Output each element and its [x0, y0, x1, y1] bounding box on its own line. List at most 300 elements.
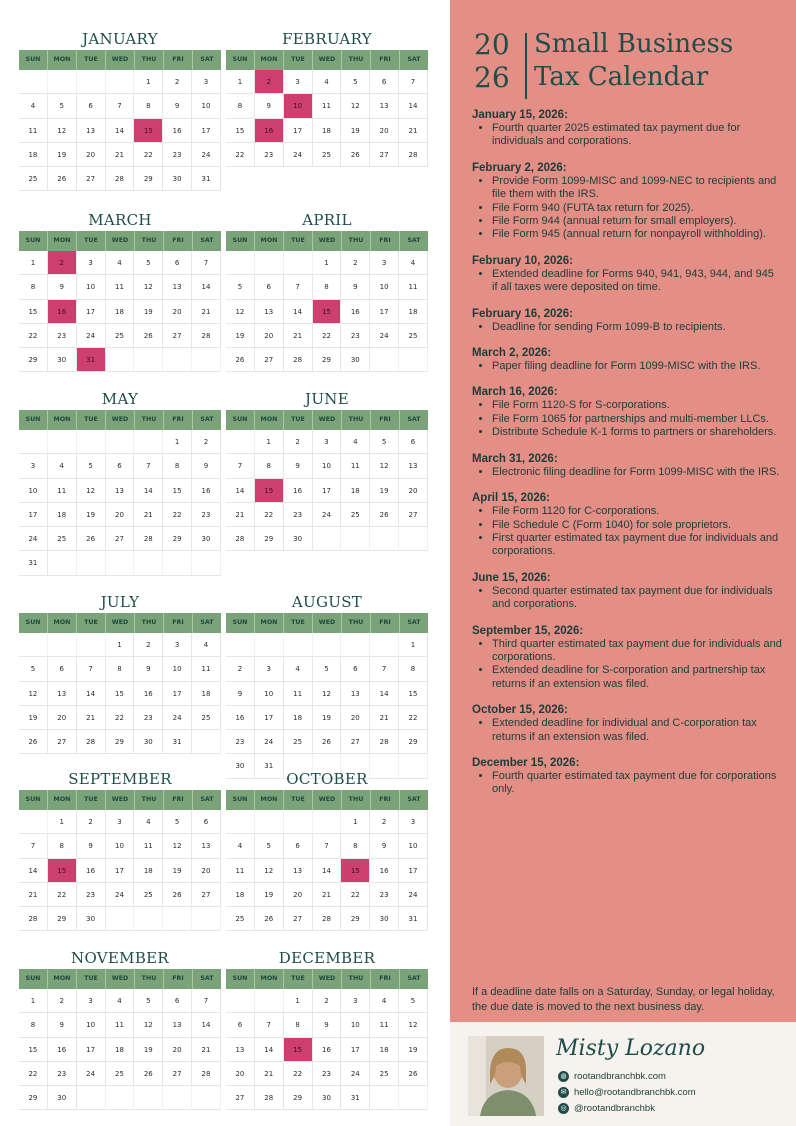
- day-cell: 8: [163, 454, 192, 478]
- weekday-label: TUE: [77, 790, 106, 810]
- weekday-label: SAT: [200, 56, 214, 63]
- day-cell: 19: [370, 479, 399, 503]
- day-cell: 9: [77, 834, 106, 858]
- day-cell-empty: [77, 430, 106, 454]
- day-cell-deadline: 16: [255, 119, 284, 143]
- weekday-label: TUE: [284, 969, 313, 989]
- day-cell: 8: [284, 1013, 313, 1037]
- weekday-header: [19, 231, 221, 251]
- deadline-items: [472, 717, 782, 744]
- weekday-label: TUE: [77, 613, 106, 633]
- day-cell: 18: [134, 859, 163, 883]
- day-cell-empty: [163, 551, 192, 575]
- month-august: [226, 591, 428, 779]
- day-cell: 19: [19, 706, 48, 730]
- weekday-label: MON: [255, 231, 284, 251]
- day-cell: 3: [77, 251, 106, 275]
- day-cell: 21: [192, 1038, 221, 1062]
- day-cell: 18: [106, 300, 135, 324]
- weekday-label: THU: [135, 969, 164, 989]
- day-cell: 1: [106, 633, 135, 657]
- day-cell: 17: [19, 503, 48, 527]
- day-cell: 23: [48, 1062, 77, 1086]
- day-cell: 11: [313, 94, 342, 118]
- instagram-link[interactable]: ◎ @rootandbranchbk: [558, 1103, 655, 1114]
- month-january: [19, 28, 221, 191]
- day-cell: 30: [313, 1086, 342, 1110]
- deadline-list: [472, 108, 782, 809]
- day-grid: [19, 251, 221, 372]
- weekday-label: THU: [135, 410, 164, 430]
- day-cell: 7: [106, 94, 135, 118]
- weekday-label: SAT: [200, 416, 214, 423]
- day-cell: 9: [255, 94, 284, 118]
- weekday-label: TUE: [284, 613, 313, 633]
- day-cell: 27: [192, 883, 221, 907]
- weekday-header: [226, 613, 428, 633]
- day-cell: 22: [163, 503, 192, 527]
- day-cell: 3: [399, 810, 428, 834]
- day-cell: 13: [106, 479, 135, 503]
- day-cell-empty: [313, 633, 342, 657]
- day-cell: 21: [255, 1062, 284, 1086]
- weekday-label: FRI: [371, 613, 400, 633]
- day-cell: 17: [192, 119, 221, 143]
- deadline-item: • File Form 944 (annual return for small employers).: [492, 215, 782, 228]
- day-cell: 13: [48, 682, 77, 706]
- day-cell: 11: [106, 275, 135, 299]
- day-cell: 17: [370, 300, 399, 324]
- day-cell: 4: [48, 454, 77, 478]
- month-june: [226, 388, 428, 551]
- day-cell: 9: [163, 94, 192, 118]
- day-grid: [226, 989, 428, 1110]
- day-cell: 27: [77, 167, 106, 191]
- day-cell: 9: [226, 682, 255, 706]
- day-cell: 10: [163, 657, 192, 681]
- weekday-label: WED: [313, 410, 342, 430]
- day-cell: 27: [284, 907, 313, 931]
- day-cell: 20: [255, 324, 284, 348]
- deadline-items: [472, 585, 782, 612]
- deadline-item: • Extended deadline for S-corporation and partnership tax returns if an extension was filed.: [492, 664, 782, 691]
- day-cell-deadline: 2: [48, 251, 77, 275]
- day-cell: 19: [77, 503, 106, 527]
- day-cell: 14: [226, 479, 255, 503]
- day-cell: 24: [19, 527, 48, 551]
- weekday-label: SAT: [407, 975, 421, 982]
- month-october: [226, 768, 428, 931]
- day-cell: 25: [226, 907, 255, 931]
- day-cell: 14: [106, 119, 135, 143]
- deadline-items: [472, 175, 782, 242]
- weekday-label: MON: [48, 410, 77, 430]
- day-cell: 24: [163, 706, 192, 730]
- title-line-1: Small Business: [534, 29, 734, 59]
- day-grid: [19, 810, 221, 931]
- weekday-label: THU: [342, 410, 371, 430]
- month-title: APRIL: [302, 211, 352, 229]
- day-cell: 25: [313, 143, 342, 167]
- day-cell-empty: [134, 907, 163, 931]
- day-cell: 27: [106, 527, 135, 551]
- day-cell: 20: [163, 300, 192, 324]
- weekday-label: FRI: [164, 790, 193, 810]
- day-cell: 3: [163, 633, 192, 657]
- day-cell: 12: [313, 682, 342, 706]
- day-cell: 4: [106, 989, 135, 1013]
- deadline-entry: [472, 307, 782, 334]
- day-cell: 30: [192, 527, 221, 551]
- deadline-items: [472, 466, 782, 479]
- weekday-label: SUN: [226, 50, 255, 70]
- day-cell-empty: [192, 348, 221, 372]
- day-cell: 21: [77, 706, 106, 730]
- day-cell: 28: [255, 1086, 284, 1110]
- day-cell: 2: [313, 989, 342, 1013]
- day-cell: 17: [255, 706, 284, 730]
- deadline-date: March 16, 2026:: [472, 386, 558, 399]
- day-cell-empty: [284, 251, 313, 275]
- deadline-items: [472, 268, 782, 295]
- day-cell: 11: [399, 275, 428, 299]
- day-cell: 22: [284, 1062, 313, 1086]
- day-cell: 18: [19, 143, 48, 167]
- weekday-label: TUE: [77, 969, 106, 989]
- deadline-date: October 15, 2026:: [472, 704, 568, 717]
- day-cell: 21: [134, 503, 163, 527]
- day-cell-empty: [226, 810, 255, 834]
- weekday-label: FRI: [164, 50, 193, 70]
- weekday-label: WED: [313, 790, 342, 810]
- day-cell: 9: [313, 1013, 342, 1037]
- day-cell: 9: [284, 454, 313, 478]
- day-cell: 21: [19, 883, 48, 907]
- weekday-header: [226, 790, 428, 810]
- day-cell: 25: [341, 503, 370, 527]
- day-cell: 31: [255, 754, 284, 778]
- day-cell-empty: [106, 1086, 135, 1110]
- day-cell: 12: [226, 300, 255, 324]
- day-cell-deadline: 2: [255, 70, 284, 94]
- day-cell: 2: [341, 251, 370, 275]
- day-cell: 1: [19, 251, 48, 275]
- day-cell: 5: [399, 989, 428, 1013]
- deadline-item: • File Form 940 (FUTA tax return for 2025).: [492, 202, 782, 215]
- day-cell-empty: [77, 633, 106, 657]
- day-cell: 22: [19, 1062, 48, 1086]
- header-divider: [525, 33, 527, 99]
- day-cell: 18: [48, 503, 77, 527]
- deadline-item: • Extended deadline for Forms 940, 941, 943, 944, and 945 if all taxes were deposited on time.: [492, 268, 782, 295]
- day-cell: 4: [106, 251, 135, 275]
- day-cell-empty: [370, 633, 399, 657]
- weekday-label: SAT: [200, 975, 214, 982]
- day-cell: 30: [370, 907, 399, 931]
- deadline-item: • File Form 1120-S for S-corporations.: [492, 399, 782, 412]
- weekday-label: FRI: [371, 410, 400, 430]
- weekday-label: SUN: [226, 790, 255, 810]
- day-cell: 10: [370, 275, 399, 299]
- day-cell: 6: [226, 1013, 255, 1037]
- day-cell: 25: [284, 730, 313, 754]
- day-cell: 2: [134, 633, 163, 657]
- day-cell: 26: [48, 167, 77, 191]
- day-cell: 17: [313, 479, 342, 503]
- deadline-item: • Deadline for sending Form 1099-B to recipients.: [492, 321, 782, 334]
- month-title: FEBRUARY: [282, 30, 372, 48]
- day-cell: 13: [163, 1013, 192, 1037]
- day-cell-empty: [163, 1086, 192, 1110]
- day-cell: 10: [106, 834, 135, 858]
- day-cell: 6: [48, 657, 77, 681]
- day-cell: 14: [399, 94, 428, 118]
- weekday-label: FRI: [164, 969, 193, 989]
- day-cell-empty: [134, 430, 163, 454]
- page-title: [534, 28, 784, 94]
- day-cell: 28: [284, 348, 313, 372]
- day-cell: 28: [77, 730, 106, 754]
- weekday-label: SUN: [226, 969, 255, 989]
- day-cell: 28: [134, 527, 163, 551]
- day-cell: 23: [77, 883, 106, 907]
- deadline-item: • First quarter estimated tax payment due for individuals and corporations.: [492, 532, 782, 559]
- day-cell: 19: [48, 143, 77, 167]
- day-cell: 24: [370, 324, 399, 348]
- day-cell: 13: [370, 94, 399, 118]
- deadline-entry: [472, 703, 782, 744]
- deadline-date: March 2, 2026:: [472, 347, 552, 360]
- day-cell: 23: [226, 730, 255, 754]
- weekday-label: SUN: [19, 790, 48, 810]
- day-cell: 28: [313, 907, 342, 931]
- day-cell: 1: [284, 989, 313, 1013]
- weekday-label: WED: [313, 231, 342, 251]
- deadline-entry: [472, 624, 782, 692]
- day-cell: 6: [370, 70, 399, 94]
- day-cell: 2: [370, 810, 399, 834]
- day-cell-empty: [226, 251, 255, 275]
- day-cell: 15: [106, 682, 135, 706]
- day-cell: 5: [255, 834, 284, 858]
- deadline-item: • Paper filing deadline for Form 1099-MISC with the IRS.: [492, 360, 782, 373]
- day-cell: 9: [341, 275, 370, 299]
- day-cell: 17: [284, 119, 313, 143]
- weekday-label: WED: [313, 969, 342, 989]
- month-april: [226, 209, 428, 372]
- day-cell: 28: [19, 907, 48, 931]
- mail-icon: ✉: [558, 1087, 569, 1098]
- day-cell: 22: [313, 324, 342, 348]
- day-cell: 11: [134, 834, 163, 858]
- weekday-label: WED: [106, 969, 135, 989]
- day-cell: 7: [226, 454, 255, 478]
- weekday-label: SUN: [19, 410, 48, 430]
- day-cell-deadline: 16: [48, 300, 77, 324]
- day-cell: 19: [134, 1038, 163, 1062]
- day-cell: 2: [284, 430, 313, 454]
- day-cell: 20: [399, 479, 428, 503]
- weekday-header: [19, 410, 221, 430]
- day-cell: 20: [77, 143, 106, 167]
- day-cell: 15: [19, 300, 48, 324]
- day-cell-empty: [284, 633, 313, 657]
- day-cell-empty: [226, 989, 255, 1013]
- day-cell: 10: [255, 682, 284, 706]
- day-cell: 24: [77, 1062, 106, 1086]
- deadline-item: • File Schedule C (Form 1040) for sole proprietors.: [492, 519, 782, 532]
- day-cell-empty: [48, 633, 77, 657]
- month-december: [226, 947, 428, 1110]
- day-cell-empty: [19, 430, 48, 454]
- weekday-label: MON: [48, 613, 77, 633]
- weekday-label: SAT: [200, 619, 214, 626]
- day-cell: 16: [48, 1038, 77, 1062]
- weekday-label: MON: [255, 613, 284, 633]
- day-cell: 25: [370, 1062, 399, 1086]
- day-cell: 3: [370, 251, 399, 275]
- weekday-label: WED: [106, 231, 135, 251]
- day-cell: 14: [19, 859, 48, 883]
- day-cell: 16: [226, 706, 255, 730]
- day-cell-deadline: 10: [284, 94, 313, 118]
- day-cell: 3: [313, 430, 342, 454]
- day-cell: 7: [134, 454, 163, 478]
- day-cell-empty: [48, 551, 77, 575]
- weekday-label: TUE: [77, 50, 106, 70]
- weekday-label: SAT: [407, 56, 421, 63]
- day-cell: 25: [48, 527, 77, 551]
- day-cell: 18: [106, 1038, 135, 1062]
- day-cell: 5: [163, 810, 192, 834]
- day-cell: 16: [77, 859, 106, 883]
- day-cell: 7: [370, 657, 399, 681]
- day-cell: 13: [255, 300, 284, 324]
- weekday-label: SAT: [407, 416, 421, 423]
- day-cell: 12: [399, 1013, 428, 1037]
- day-cell: 26: [255, 907, 284, 931]
- day-cell-empty: [341, 633, 370, 657]
- day-cell: 1: [19, 989, 48, 1013]
- day-cell: 25: [106, 1062, 135, 1086]
- day-cell: 29: [313, 348, 342, 372]
- day-cell-empty: [19, 70, 48, 94]
- day-cell: 27: [48, 730, 77, 754]
- day-cell: 4: [19, 94, 48, 118]
- day-cell: 18: [313, 119, 342, 143]
- day-cell: 13: [163, 275, 192, 299]
- title-line-2: Tax Calendar: [534, 62, 709, 92]
- day-cell-empty: [77, 70, 106, 94]
- day-cell-empty: [255, 989, 284, 1013]
- footer-contact: [450, 1022, 796, 1126]
- day-cell: 31: [399, 907, 428, 931]
- day-cell: 5: [370, 430, 399, 454]
- day-cell: 19: [341, 119, 370, 143]
- day-cell: 11: [48, 479, 77, 503]
- day-cell: 20: [226, 1062, 255, 1086]
- day-cell: 9: [48, 275, 77, 299]
- day-cell: 26: [399, 1062, 428, 1086]
- weekday-label: TUE: [284, 50, 313, 70]
- day-cell: 27: [255, 348, 284, 372]
- day-cell: 26: [226, 348, 255, 372]
- weekday-label: SAT: [200, 237, 214, 244]
- day-cell: 15: [399, 682, 428, 706]
- day-cell: 7: [19, 834, 48, 858]
- deadline-item: • Electronic filing deadline for Form 1099-MISC with the IRS.: [492, 466, 782, 479]
- day-cell: 11: [226, 859, 255, 883]
- day-cell: 12: [48, 119, 77, 143]
- day-cell: 21: [313, 883, 342, 907]
- weekday-header: [19, 969, 221, 989]
- day-cell-empty: [226, 430, 255, 454]
- month-title: MARCH: [88, 211, 152, 229]
- day-cell: 28: [226, 527, 255, 551]
- day-cell: 12: [77, 479, 106, 503]
- deadline-item: • File Form 1120 for C-corporations.: [492, 505, 782, 518]
- day-cell-empty: [226, 633, 255, 657]
- day-cell: 7: [255, 1013, 284, 1037]
- day-cell: 23: [255, 143, 284, 167]
- deadline-date: December 15, 2026:: [472, 756, 580, 769]
- day-cell: 15: [226, 119, 255, 143]
- weekday-label: WED: [313, 50, 342, 70]
- day-cell: 14: [192, 1013, 221, 1037]
- day-cell: 20: [370, 119, 399, 143]
- day-cell: 16: [134, 682, 163, 706]
- weekday-label: FRI: [371, 969, 400, 989]
- deadline-items: [472, 321, 782, 334]
- day-cell: 5: [77, 454, 106, 478]
- day-cell: 21: [226, 503, 255, 527]
- deadline-item: • Extended deadline for individual and C-corporation tax returns if an extension was filed.: [492, 717, 782, 744]
- website-link[interactable]: ◍ rootandbranchbk.com: [558, 1071, 666, 1082]
- day-cell-empty: [77, 1086, 106, 1110]
- month-march: [19, 209, 221, 372]
- day-cell: 10: [341, 1013, 370, 1037]
- day-cell: 16: [370, 859, 399, 883]
- day-cell: 7: [284, 275, 313, 299]
- day-cell: 11: [19, 119, 48, 143]
- day-cell: 19: [313, 706, 342, 730]
- day-cell-empty: [255, 633, 284, 657]
- day-cell-empty: [106, 348, 135, 372]
- day-cell: 27: [226, 1086, 255, 1110]
- day-cell: 8: [48, 834, 77, 858]
- day-cell: 10: [19, 479, 48, 503]
- day-cell: 8: [134, 94, 163, 118]
- day-cell: 16: [313, 1038, 342, 1062]
- deadline-entry: [472, 161, 782, 242]
- month-title: AUGUST: [291, 593, 363, 611]
- weekday-label: MON: [255, 969, 284, 989]
- day-cell: 6: [399, 430, 428, 454]
- weekday-header: [226, 50, 428, 70]
- day-cell: 26: [77, 527, 106, 551]
- day-cell: 12: [163, 834, 192, 858]
- weekday-header: [19, 790, 221, 810]
- day-cell: 8: [255, 454, 284, 478]
- deadline-entry: [472, 108, 782, 149]
- email-link[interactable]: ✉ hello@rootandbranchbk.com: [558, 1087, 696, 1098]
- weekday-label: FRI: [371, 50, 400, 70]
- day-cell: 21: [106, 143, 135, 167]
- day-cell: 29: [48, 907, 77, 931]
- weekday-label: TUE: [77, 410, 106, 430]
- day-cell-deadline: 31: [77, 348, 106, 372]
- weekday-label: SUN: [226, 410, 255, 430]
